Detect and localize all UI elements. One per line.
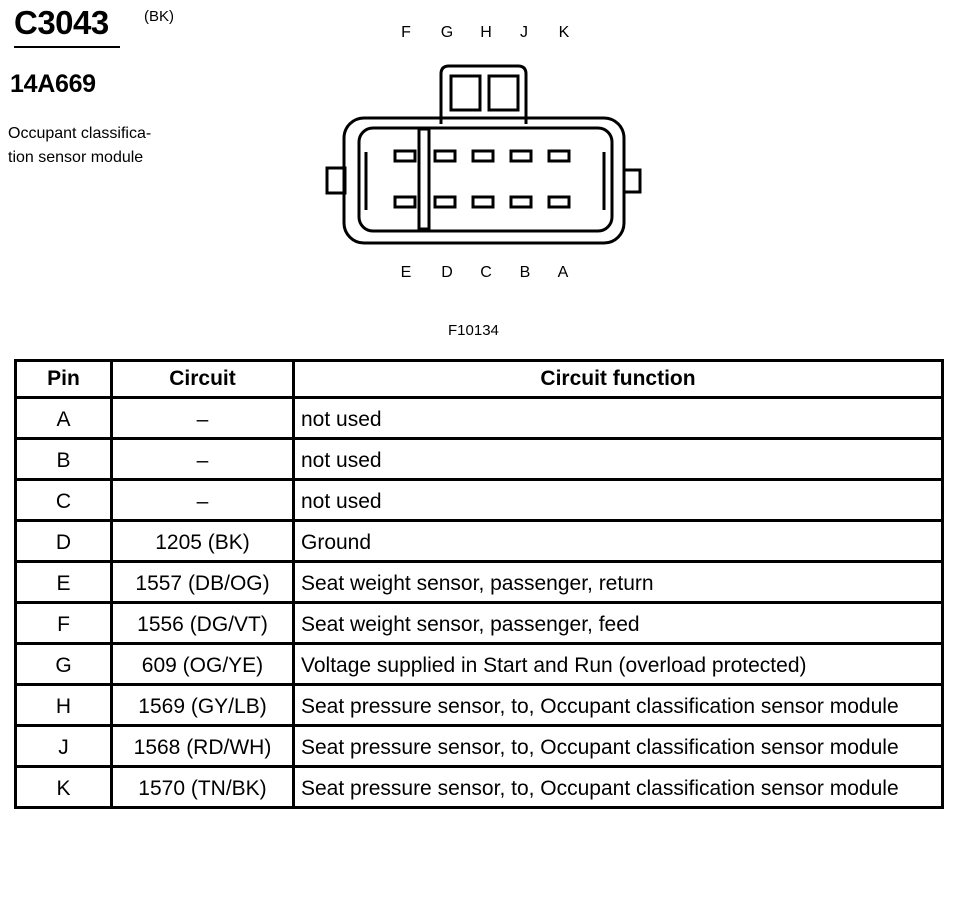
cell-circuit: 1557 (DB/OG) [112,562,294,603]
table-row [16,726,943,767]
pin-label: H [480,24,492,41]
pin-cavity-g [435,151,455,161]
header-circuit: Circuit [112,361,294,398]
cell-function: Seat pressure sensor, to, Occupant classification sensor module [294,726,943,767]
pin-label: B [519,264,531,281]
lock-tab-slot-left [451,76,480,110]
pin-label: E [400,264,412,281]
cell-pin: K [16,767,112,808]
connector-ear-left [327,168,345,193]
cell-circuit: 1205 (BK) [112,521,294,562]
pin-label: C [480,264,492,281]
table-row [16,644,943,685]
connector-housing-outer [344,118,624,243]
pin-label: A [557,264,569,281]
table-row [16,521,943,562]
cell-function: Seat pressure sensor, to, Occupant classification sensor module [294,685,943,726]
cell-pin: H [16,685,112,726]
lock-tab-slot-right [489,76,518,110]
pin-cavity-c [473,197,493,207]
pin-cavity-e [395,197,415,207]
table-row [16,562,943,603]
cell-pin: G [16,644,112,685]
cell-pin: E [16,562,112,603]
pin-cavity-j [511,151,531,161]
figure-id: F10134 [448,322,499,339]
pin-label: K [558,24,570,41]
header-function: Circuit function [294,361,943,398]
cell-pin: B [16,439,112,480]
cell-pin: J [16,726,112,767]
table-row [16,439,943,480]
connector-color-code: (BK) [144,8,174,25]
pin-label: F [401,24,411,41]
cell-pin: A [16,398,112,439]
cell-function: Seat weight sensor, passenger, feed [294,603,943,644]
cell-function: Ground [294,521,943,562]
cell-pin: C [16,480,112,521]
pin-cavity-d [435,197,455,207]
pin-cavity-b [511,197,531,207]
pinout-table [14,359,944,809]
pin-label: J [520,24,528,41]
connector-housing-inner [359,128,612,231]
cell-pin: F [16,603,112,644]
connector-face-diagram [0,0,954,300]
pin-label: G [440,24,454,41]
table-header-row [16,361,943,398]
cell-circuit: – [112,398,294,439]
cell-function: Seat pressure sensor, to, Occupant classification sensor module [294,767,943,808]
cell-function: not used [294,398,943,439]
cell-circuit: 1569 (GY/LB) [112,685,294,726]
pin-cavity-f [395,151,415,161]
cell-circuit: 609 (OG/YE) [112,644,294,685]
pin-cavity-k [549,151,569,161]
header-pin: Pin [16,361,112,398]
table-row [16,603,943,644]
connector-key-bar [419,129,429,229]
table-row [16,398,943,439]
cell-function: Voltage supplied in Start and Run (overload protected) [294,644,943,685]
pin-cavity-h [473,151,493,161]
cell-circuit: 1556 (DG/VT) [112,603,294,644]
connector-ear-right [624,170,640,192]
table-row [16,480,943,521]
table-row [16,685,943,726]
cell-circuit: – [112,480,294,521]
table-row [16,767,943,808]
cell-function: not used [294,480,943,521]
part-number: 14A669 [10,70,96,98]
cell-function: not used [294,439,943,480]
cell-pin: D [16,521,112,562]
cell-circuit: – [112,439,294,480]
cell-circuit: 1570 (TN/BK) [112,767,294,808]
cell-circuit: 1568 (RD/WH) [112,726,294,767]
pin-label: D [441,264,453,281]
cell-function: Seat weight sensor, passenger, return [294,562,943,603]
component-description: Occupant classifica- tion sensor module [8,125,152,166]
pin-cavity-a [549,197,569,207]
connector-id: C3043 [14,4,109,41]
